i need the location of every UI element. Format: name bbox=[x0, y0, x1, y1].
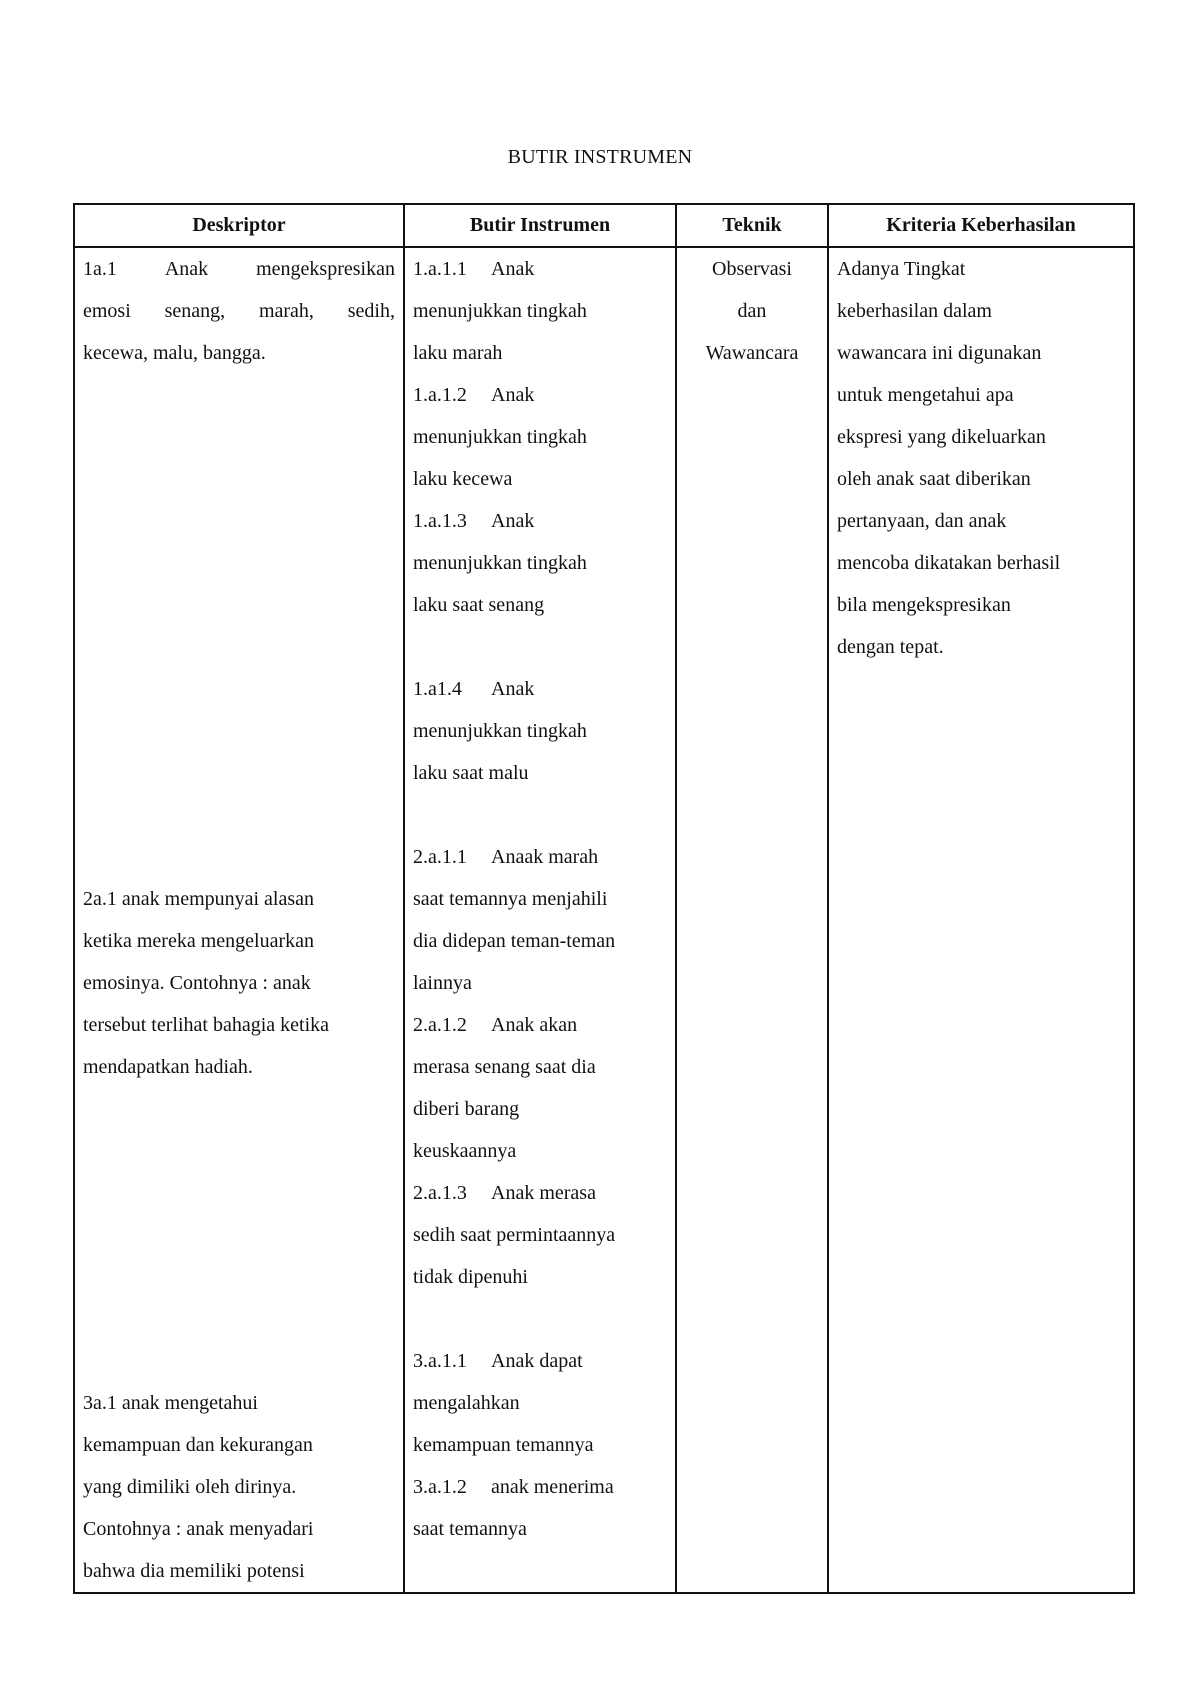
descriptor-3-line: 3a.1 anak mengetahui bbox=[83, 1392, 258, 1414]
header-kriteria-keberhasilan: Kriteria Keberhasilan bbox=[828, 204, 1134, 247]
table-header-row bbox=[74, 204, 1134, 247]
butir-item-code: 1.a.1.3 bbox=[413, 510, 467, 532]
kriteria-line: mencoba dikatakan berhasil bbox=[837, 552, 1061, 574]
butir-item bbox=[413, 248, 667, 290]
kriteria-line: Adanya Tingkat bbox=[837, 258, 966, 280]
descriptor-1-line bbox=[83, 248, 395, 290]
butir-item-text: anak menerima bbox=[491, 1476, 614, 1498]
kriteria-line: oleh anak saat diberikan bbox=[837, 468, 1031, 490]
butir-item-text: Anak bbox=[491, 510, 535, 532]
teknik-line: Observasi bbox=[712, 258, 792, 280]
descriptor-1-word: senang, bbox=[164, 300, 226, 322]
butir-item-text: Anak bbox=[491, 678, 535, 700]
butir-item-code: 3.a.1.1 bbox=[413, 1350, 467, 1372]
table-row bbox=[74, 247, 1134, 1593]
butir-item-text: laku saat malu bbox=[413, 762, 529, 784]
butir-item-text: menunjukkan tingkah bbox=[413, 552, 587, 574]
butir-item bbox=[413, 1466, 667, 1508]
butir-item-code: 2.a.1.1 bbox=[413, 846, 467, 868]
butir-item-text: laku kecewa bbox=[413, 468, 513, 490]
descriptor-3-line: bahwa dia memiliki potensi bbox=[83, 1560, 305, 1582]
kriteria-line: dengan tepat. bbox=[837, 636, 944, 658]
butir-item-text: laku marah bbox=[413, 342, 503, 364]
butir-item-text: Anaak marah bbox=[491, 846, 599, 868]
butir-instrumen-cell bbox=[404, 247, 676, 1593]
butir-item-code: 3.a.1.2 bbox=[413, 1476, 467, 1498]
kriteria-line: keberhasilan dalam bbox=[837, 300, 992, 322]
descriptor-3-line: kemampuan dan kekurangan bbox=[83, 1434, 313, 1456]
kriteria-line: bila mengekspresikan bbox=[837, 594, 1011, 616]
butir-item-text: Anak dapat bbox=[491, 1350, 583, 1372]
header-butir-instrumen: Butir Instrumen bbox=[404, 204, 676, 247]
butir-item bbox=[413, 500, 667, 542]
butir-item-text: menunjukkan tingkah bbox=[413, 426, 587, 448]
butir-item-text: Anak merasa bbox=[491, 1182, 596, 1204]
descriptor-2-line: ketika mereka mengeluarkan bbox=[83, 930, 314, 952]
butir-item-text: menunjukkan tingkah bbox=[413, 300, 587, 322]
butir-item-code: 2.a.1.3 bbox=[413, 1182, 467, 1204]
descriptor-2-line: emosinya. Contohnya : anak bbox=[83, 972, 311, 994]
butir-item bbox=[413, 668, 667, 710]
butir-item bbox=[413, 374, 667, 416]
descriptor-3-line: Contohnya : anak menyadari bbox=[83, 1518, 314, 1540]
butir-item-text: keuskaannya bbox=[413, 1140, 517, 1162]
descriptor-1-word: marah, bbox=[258, 300, 314, 322]
page-title: BUTIR INSTRUMEN bbox=[507, 146, 693, 168]
teknik-cell bbox=[676, 247, 828, 1593]
descriptor-1-word: mengekspresikan bbox=[256, 258, 395, 280]
butir-item bbox=[413, 1004, 667, 1046]
butir-item-text: Anak akan bbox=[491, 1014, 578, 1036]
butir-item-text: Anak bbox=[491, 384, 535, 406]
butir-item-text: saat temannya bbox=[413, 1518, 527, 1540]
butir-item-text: kemampuan temannya bbox=[413, 1434, 594, 1456]
teknik-line: dan bbox=[737, 300, 767, 322]
butir-item bbox=[413, 1172, 667, 1214]
descriptor-1-word: emosi bbox=[83, 300, 131, 322]
descriptor-3-line: yang dimiliki oleh dirinya. bbox=[83, 1476, 297, 1498]
butir-item-text: mengalahkan bbox=[413, 1392, 520, 1414]
descriptor-2-line: tersebut terlihat bahagia ketika bbox=[83, 1014, 330, 1036]
butir-item-text: tidak dipenuhi bbox=[413, 1266, 528, 1288]
butir-item-text: saat temannya menjahili bbox=[413, 888, 608, 910]
header-teknik: Teknik bbox=[676, 204, 828, 247]
descriptor-1-word: Anak bbox=[164, 258, 209, 280]
kriteria-cell bbox=[828, 247, 1134, 1593]
descriptor-1-word: sedih, bbox=[347, 300, 395, 322]
butir-item-code: 1.a.1.2 bbox=[413, 384, 467, 406]
descriptor-1-word: 1a.1 bbox=[83, 258, 117, 280]
butir-item-code: 2.a.1.2 bbox=[413, 1014, 467, 1036]
kriteria-line: wawancara ini digunakan bbox=[837, 342, 1042, 364]
instrument-table bbox=[73, 203, 1135, 1594]
descriptor-1-line: kecewa, malu, bangga. bbox=[83, 342, 266, 364]
header-deskriptor: Deskriptor bbox=[74, 204, 404, 247]
kriteria-line: pertanyaan, dan anak bbox=[837, 510, 1007, 532]
descriptor-2-line: 2a.1 anak mempunyai alasan bbox=[83, 888, 315, 910]
kriteria-line: untuk mengetahui apa bbox=[837, 384, 1014, 406]
kriteria-line: ekspresi yang dikeluarkan bbox=[837, 426, 1046, 448]
descriptor-2-line: mendapatkan hadiah. bbox=[83, 1056, 253, 1078]
butir-item-code: 1.a1.4 bbox=[413, 678, 462, 700]
butir-item-text: menunjukkan tingkah bbox=[413, 720, 587, 742]
butir-item-text: Anak bbox=[491, 258, 535, 280]
deskriptor-cell bbox=[74, 247, 404, 1593]
butir-item-text: sedih saat permintaannya bbox=[413, 1224, 616, 1246]
butir-item-text: dia didepan teman-teman bbox=[413, 930, 616, 952]
descriptor-1-line bbox=[83, 290, 395, 332]
butir-item bbox=[413, 836, 667, 878]
butir-item bbox=[413, 1340, 667, 1382]
butir-item-text: laku saat senang bbox=[413, 594, 545, 616]
butir-item-code: 1.a.1.1 bbox=[413, 258, 467, 280]
butir-item-text: lainnya bbox=[413, 972, 472, 994]
butir-item-text: merasa senang saat dia bbox=[413, 1056, 596, 1078]
teknik-line: Wawancara bbox=[705, 342, 799, 364]
butir-item-text: diberi barang bbox=[413, 1098, 520, 1120]
